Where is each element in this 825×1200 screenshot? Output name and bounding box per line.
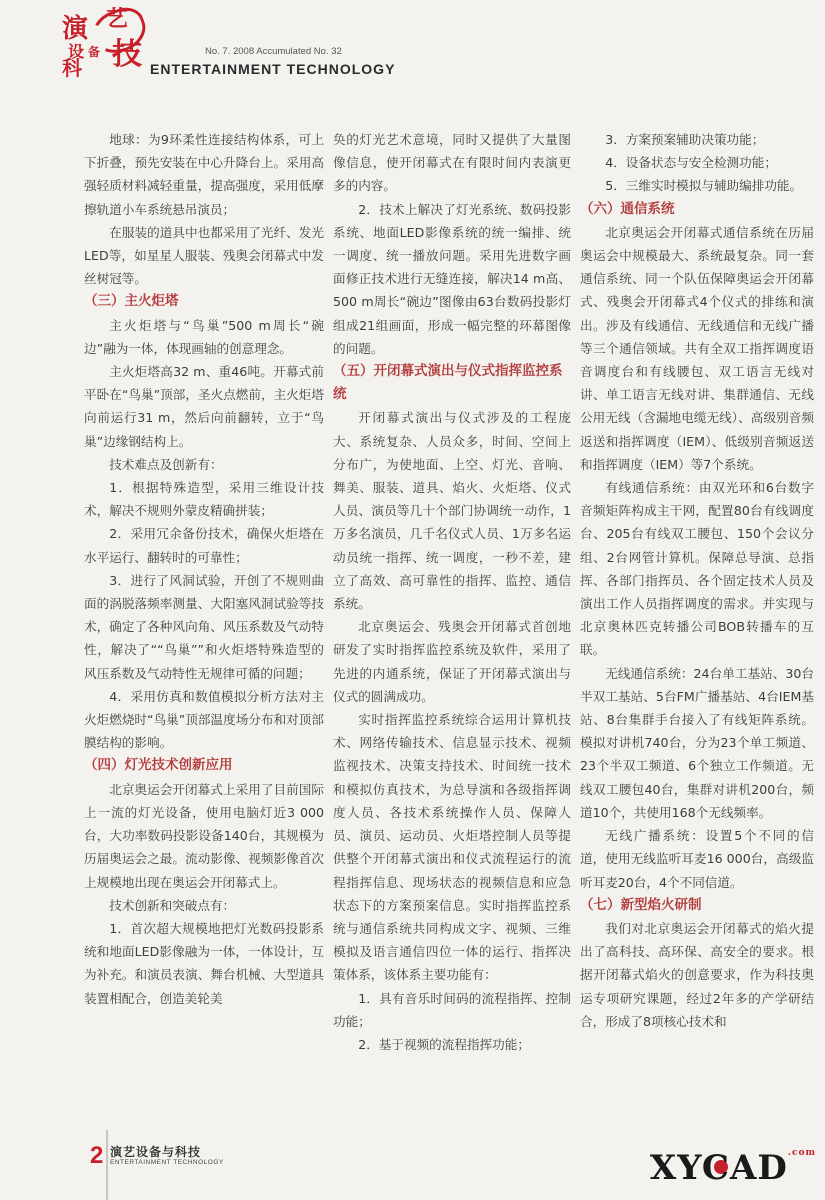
logo-char: 设 — [68, 42, 85, 61]
issue-label: No. 7. 2008 Accumulated No. 32 — [205, 46, 342, 57]
paragraph: 2．技术上解决了灯光系统、数码投影系统、地面LED影像系统的统一编排、统一调度、统一播放问题。采用先进数字画面修正技术进行无缝连接，解决14 m高、500 m周长“碗边”图像由63台数码投影灯组成21组画面，形成一幅完整的环幕图像的问题。 — [333, 201, 571, 356]
article-column-1 — [84, 128, 324, 1010]
paragraph: 北京奥运会开闭幕式上采用了目前国际上一流的灯光设备，使用电脑灯近3 000台，大功率数码投影设备140台，其规模为历届奥运会之最。流动影像、视频影像首次上规模地出现在奥运会开闭幕式上。 — [84, 781, 324, 890]
logo-char: 备 — [88, 45, 101, 59]
footer-divider — [106, 1130, 108, 1200]
section-heading: （四）灯光技术创新应用 — [84, 757, 233, 774]
watermark-suffix: .com — [787, 1148, 816, 1158]
section-heading: （七）新型焰火研制 — [580, 896, 702, 913]
paragraph: 1．具有音乐时间码的流程指挥、控制功能； — [333, 990, 571, 1029]
paragraph: 4．设备状态与安全检测功能； — [605, 155, 777, 171]
paragraph: 1．根据特殊造型，采用三维设计技术，解决不规则外蒙皮精确拼装； — [84, 480, 324, 519]
section-heading: （六）通信系统 — [580, 200, 675, 217]
paragraph: 3．进行了风洞试验，开创了不规则曲面的涡脱落频率测量、大阳塞风洞试验等技术，确定了各种风向角、风压系数及气动特性，解决了““鸟巢””和火炬塔特殊造型的风压系数及气动特性无规律可循的问题； — [84, 572, 324, 681]
paragraph: 北京奥运会、残奥会开闭幕式首创地研发了实时指挥监控系统及软件，采用了先进的内通系统，保证了开闭幕式演出与仪式的圆满成功。 — [333, 619, 571, 704]
logo-char: 技 — [112, 37, 142, 72]
page-footer — [80, 1130, 820, 1200]
paragraph: 2．基于视频的流程指挥功能； — [358, 1036, 530, 1052]
section-heading: （五）开闭幕式演出与仪式指挥监控系统 — [333, 363, 563, 403]
logo-char: 科 — [62, 56, 82, 80]
paragraph: 主火炬塔高32 m、重46吨。开幕式前平卧在“鸟巢”顶部，圣火点燃前，主火炬塔向前运行31 m，然后向前翻转，立于“鸟巢”边缘钢结构上。 — [84, 364, 324, 449]
paragraph: 我们对北京奥运会开闭幕式的焰火提出了高科技、高环保、高安全的要求。根据开闭幕式焰火的创意要求，作为科技奥运专项研究课题，经过2年多的产学研结合，形成了8项核心技术和 — [580, 920, 814, 1029]
footer-journal-cn: 演艺设备与科技 — [110, 1145, 202, 1159]
paragraph: 奂的灯光艺术意境，同时又提供了大量图像信息，使开闭幕式在有限时间内表演更多的内容。 — [333, 132, 571, 194]
section-heading: （三）主火炬塔 — [84, 293, 179, 310]
paragraph: 1．首次超大规模地把灯光数码投影系统和地面LED影像融为一体，一体设计，互为补充。和演员表演、舞台机械、大型道具装置相配合，创造美轮美 — [84, 920, 324, 1006]
article-column-3 — [580, 128, 814, 1033]
paragraph: 北京奥运会开闭幕式通信系统在历届奥运会中规模最大、系统最复杂。同一套通信系统、同一个队伍保障奥运会开闭幕式、残奥会开闭幕式4个仪式的排练和演出。涉及有线通信、无线通信和无线广播等三个通信领域。共有全双工指挥调度语音调度台和有线腰包、双工语言无线对讲、单工语言无线对讲、集群通信、无线公用无线（含漏地电缆无线）、高级别音频返送和指挥调度（IEM）、低级别音频返送和指挥调度（IEM）等7个系统。 — [580, 224, 814, 472]
journal-title: ENTERTAINMENT TECHNOLOGY — [150, 61, 396, 77]
paragraph: 5．三维实时模拟与辅助编排功能。 — [605, 178, 803, 194]
page-number: 2 — [90, 1142, 104, 1169]
paragraph: 2．采用冗余备份技术，确保火炬塔在水平运行、翻转时的可靠性； — [84, 526, 324, 565]
site-watermark — [650, 1148, 816, 1188]
paragraph: 技术创新和突破点有： — [109, 897, 236, 913]
paragraph: 地球：为9环柔性连接结构体系，可上下折叠，预先安装在中心升降台上。采用高强轻质材料减轻重量，提高强度，采用低摩擦轨道小车系统悬吊演员； — [84, 132, 324, 217]
paragraph: 开闭幕式演出与仪式涉及的工程庞大、系统复杂、人员众多，时间、空间上分布广，为使地面、上空、灯光、音响、舞美、服装、道具、焰火、火炬塔、仪式人员、演员等几十个部门协调统一动作，1万多名演员，几千名仪式人员、1万多名运动员统一指挥、统一调度，一秒不差，建立了高效、高可靠性的指挥、监控、通信系统。 — [333, 410, 571, 612]
paragraph: 主火炬塔与“鸟巢”500 m周长“碗边”融为一体，体现画轴的创意理念。 — [84, 317, 324, 356]
logo-char: 艺 — [106, 6, 129, 32]
footer-journal-en: ENTERTAINMENT TECHNOLOGY — [110, 1159, 224, 1166]
paragraph: 实时指挥监控系统综合运用计算机技术、网络传输技术、信息显示技术、视频监视技术、决策支持技术、时间统一技术和模拟仿真技术，为总导演和各级指挥调度人员、各技术系统操作人员、保障人员、演员、运动员、火炬塔控制人员等提供整个开闭幕式演出和仪式流程运行的流程指挥信息、现场状态的视频信息和应急状态下的方案预案信息。实时指挥监控系统与通信系统共同构成文字、视频、三维模拟及语言通信四位一体的运行、指挥决策体系，该体系主要功能有： — [333, 712, 571, 983]
paragraph: 无线通信系统：24台单工基站、30台半双工基站、5台FM广播基站、4台IEM基站、8台集群手台接入了有线矩阵系统。模拟对讲机740台，分为23个单工频道、23个半双工频道、6个独立工作频道。无线双工腰包40台，集群对讲机200台，频道10个，共使用168个无线频率。 — [580, 665, 814, 820]
paragraph: 3．方案预案辅助决策功能； — [605, 132, 765, 147]
paragraph: 无线广播系统：设置5个不同的信道，使用无线监听耳麦16 000台，高级监听耳麦20台，4个不同信道。 — [580, 828, 814, 890]
journal-logo — [62, 8, 154, 78]
logo-char: 演 — [62, 14, 89, 44]
article-column-2 — [333, 128, 571, 1056]
watermark-text: XYCAD — [649, 1148, 788, 1188]
paragraph: 在服装的道具中也都采用了光纤、发光LED等，如星星人服装、残奥会闭幕式中发丝树冠等。 — [84, 224, 324, 287]
paragraph: 技术难点及创新有： — [109, 456, 223, 472]
paragraph: 4．采用仿真和数值模拟分析方法对主火炬燃烧时“鸟巢”顶部温度场分布和对顶部膜结构的影响。 — [84, 688, 324, 751]
paragraph: 有线通信系统：由双光环和6台数字音频矩阵构成主干网，配置80台有线调度台、205台有线双工腰包、150个会议分组、2台网管计算机。保障总导演、总指挥、各部门指挥员、各个固定技术人员及演出工作人员指挥调度的需求。并实现与北京奥林匹克转播公司BOB转播车的互联。 — [580, 480, 814, 658]
